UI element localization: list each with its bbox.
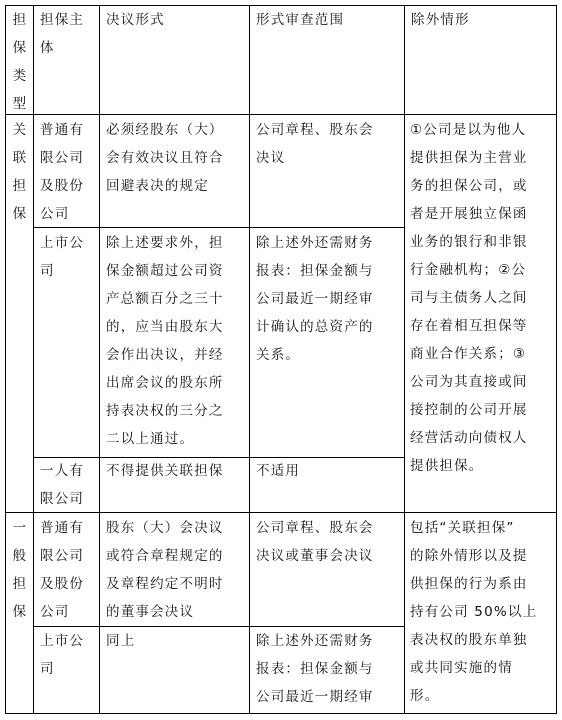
related-ordinary-form: 必须经股东（大） 会有效决议且符合 回避表决的规定	[106, 122, 224, 194]
related-listed-form: 除上述要求外，担 保金额超过公司资 产总额百分之三十 的，应当由股东大 会作出决议，并经 出席会议的股东所 持表决权的三分之 二以上通过。	[106, 235, 224, 447]
general-listed-review: 除上述外还需财务 报表：担保金额与 公司最近一期经审	[256, 633, 374, 705]
related-single-form: 不得提供关联担保	[106, 463, 224, 479]
header-guarantee-subject: 担保主 体	[40, 12, 85, 56]
related-single-subject: 一人有 限公司	[40, 463, 85, 507]
header-exceptions: 除外情形	[411, 12, 470, 28]
header-review-scope: 形式审查范围	[256, 12, 345, 28]
related-ordinary-review: 公司章程、股东会 决议	[256, 122, 374, 166]
related-listed-subject: 上市公 司	[40, 235, 85, 279]
table-rule	[556, 5, 557, 714]
general-ordinary-form: 股东（大）会决议 或符合章程规定的 及章程约定不明时 的董事会决议	[106, 520, 224, 620]
related-single-review: 不适用	[256, 463, 301, 479]
table-rule	[249, 5, 250, 714]
general-exceptions: 包括“关联担保” 的除外情形以及提 供担保的行为系由 持有公司 50%以上 表决权的股东单独 或共同实施的情 形。	[410, 520, 538, 704]
header-resolution-form: 决议形式	[106, 12, 165, 28]
general-ordinary-review: 公司章程、股东会 决议或董事会决议	[256, 520, 374, 564]
table-rule	[5, 5, 6, 714]
general-guarantee-label: 一 般 担 保	[12, 520, 28, 620]
table-rule	[33, 5, 34, 714]
related-ordinary-subject: 普通有 限公司 及股份 公司	[40, 122, 85, 222]
related-exceptions: ①公司是以为他人 提供担保为主营业 务的担保公司，或 者是开展独立保函 业务的银行和非银 行金融机构；②公 司与主债务人之间 存在着相互担保等 商业合作关系；③ 公司为其直接或间 接控制的公司开展 经营活动向债权人 提供担保。	[410, 122, 528, 474]
table-rule	[404, 5, 405, 714]
table-rule	[99, 5, 100, 714]
general-listed-form: 同上	[106, 633, 136, 649]
general-ordinary-subject: 普通有 限公司 及股份 公司	[40, 520, 85, 620]
header-guarantee-type: 担 保 类 型	[12, 12, 28, 112]
related-listed-review: 除上述外还需财务 报表：担保金额与 公司最近一期经审 计确认的总资产的 关系。	[256, 235, 374, 363]
general-listed-subject: 上市公 司	[40, 633, 85, 677]
table-rule	[5, 713, 557, 714]
table-rule	[5, 114, 557, 115]
related-guarantee-label: 关 联 担 保	[12, 122, 28, 222]
